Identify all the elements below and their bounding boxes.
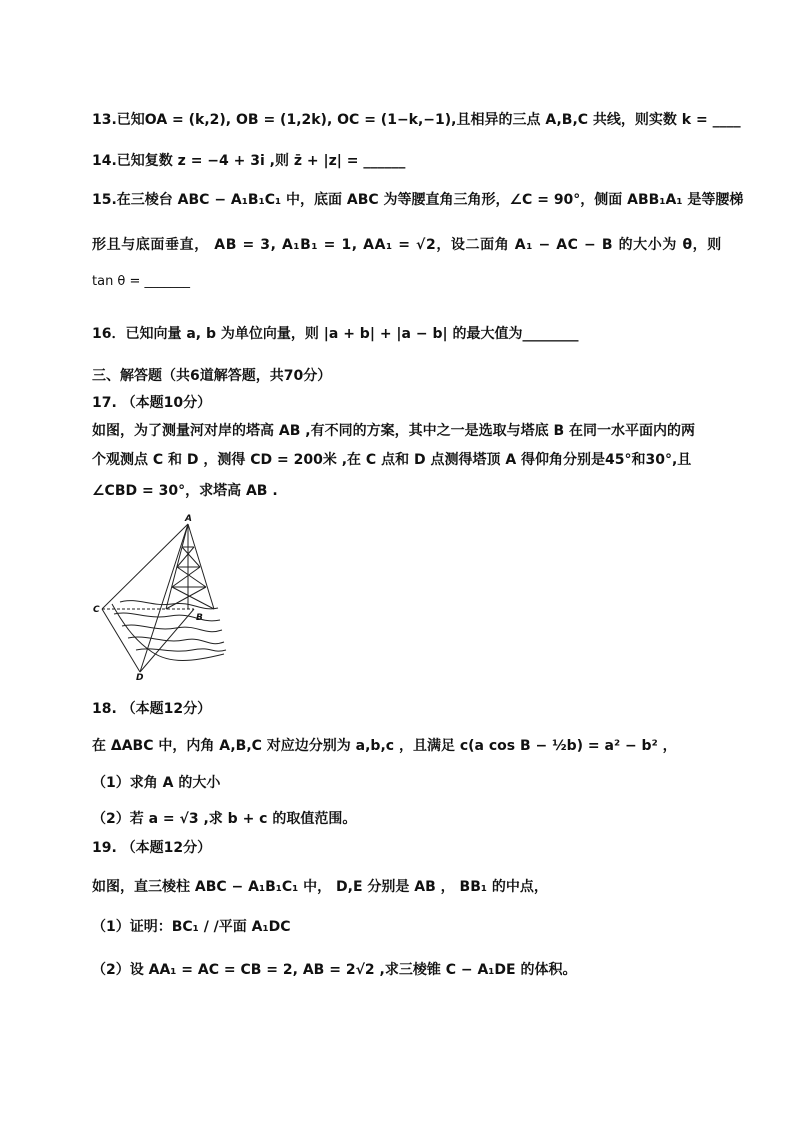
section-3-title: 三、解答题（共6道解答题，共70分） [92, 368, 332, 384]
problem-19-stem: 如图，直三棱柱 ABC − A₁B₁C₁ 中， D,E 分别是 AB ， BB₁ 的中点， [92, 879, 548, 895]
problem-16: 16．已知向量 a, b 为单位向量，则 |a + b| + |a − b| 的最大值为________ [92, 326, 579, 342]
tower-brace-6 [166, 587, 206, 609]
problem-19-q1: （1）证明：BC₁ / /平面 A₁DC [92, 919, 291, 935]
label-a: A [185, 514, 192, 524]
problem-15-line-2: 形且与底面垂直， AB = 3, A₁B₁ = 1, AA₁ = √2，设二面角 A₁ − AC − B 的大小为 θ，则 [92, 237, 722, 253]
river-wave-4 [128, 637, 224, 644]
problem-18-q1: （1）求角 A 的大小 [92, 775, 221, 791]
problem-17-line-3: ∠CBD = 30°，求塔高 AB . [92, 483, 278, 499]
problem-14: 14.已知复数 z = −4 + 3i ,则 z̄ + |z| = ______ [92, 153, 406, 169]
problem-17-line-1: 如图，为了测量河对岸的塔高 AB ,有不同的方案，其中之一是选取与塔底 B 在同一水平面内的两 [92, 423, 695, 439]
line-c-a [102, 524, 188, 609]
problem-18-header: 18. （本题12分） [92, 701, 212, 717]
river-wave-3 [122, 625, 222, 632]
river-bank [112, 604, 224, 661]
problem-17-header: 17. （本题10分） [92, 395, 212, 411]
river-wave-2 [114, 613, 220, 621]
problem-18-q2: （2）若 a = √3 ,求 b + c 的取值范围。 [92, 811, 357, 827]
problem-18-stem: 在 ΔABC 中，内角 A,B,C 对应边分别为 a,b,c ，且满足 c(a cos B − ½b) = a² − b² ， [92, 738, 677, 754]
problem-19-q2: （2）设 AA₁ = AC = CB = 2, AB = 2√2 ,求三棱锥 C − A₁DE 的体积。 [92, 962, 577, 978]
problem-17-line-2: 个观测点 C 和 D ，测得 CD = 200米 ,在 C 点和 D 点测得塔顶 A 得仰角分别是45°和30°,且 [92, 452, 692, 468]
tower-figure [92, 512, 232, 682]
problem-13: 13.已知OA = (k,2), OB = (1,2k), OC = (1−k,−1),且相异的三点 A,B,C 共线，则实数 k = ____ [92, 112, 741, 128]
label-d: D [136, 673, 144, 682]
problem-15-line-1: 15.在三棱台 ABC − A₁B₁C₁ 中，底面 ABC 为等腰直角三角形，∠C = 90°，侧面 ABB₁A₁ 是等腰梯 [92, 192, 744, 208]
label-b: B [196, 613, 203, 623]
problem-19-header: 19. （本题12分） [92, 840, 212, 856]
label-c: C [93, 605, 100, 615]
problem-15-line-3: tan θ = _______ [92, 274, 191, 289]
